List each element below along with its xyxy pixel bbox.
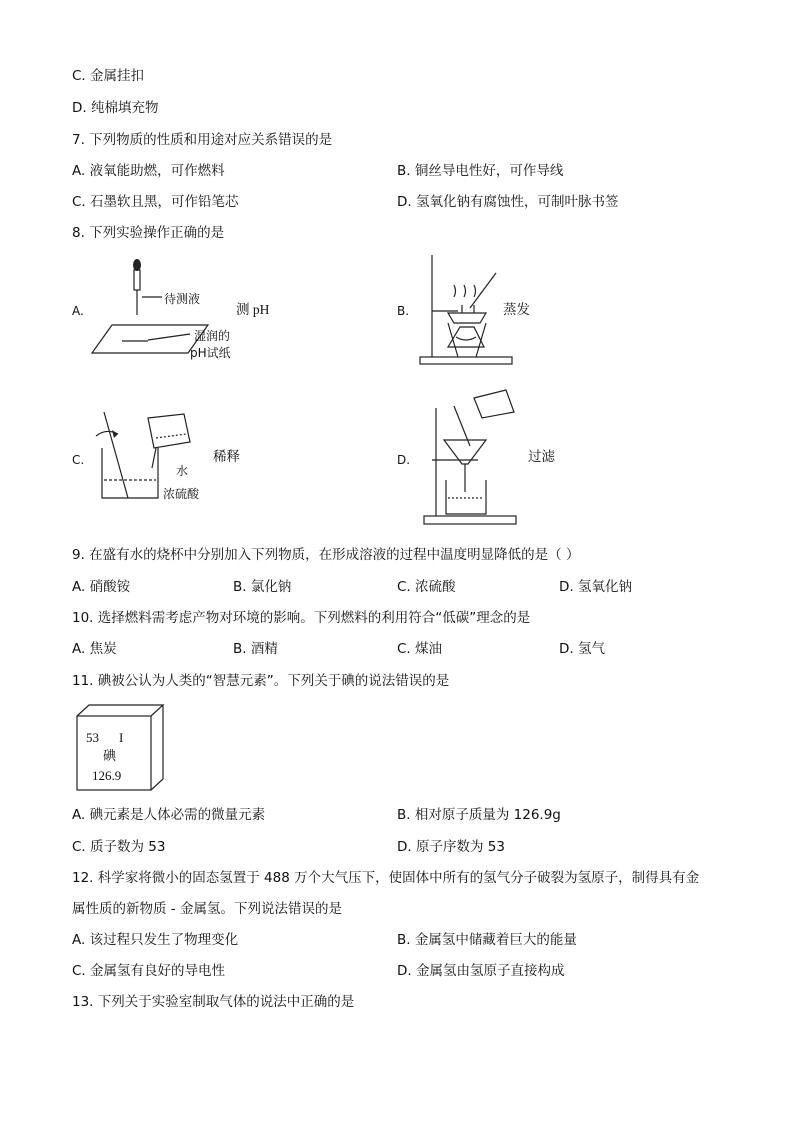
q9-option-c: C. 浓硫酸 [397, 579, 456, 595]
q13-stem: 13. 下列关于实验室制取气体的说法中正确的是 [72, 994, 355, 1010]
element-atomic-mass: 126.9 [92, 768, 122, 783]
q9-option-b: B. 氯化钠 [233, 579, 292, 595]
q8-b-letter: B. [397, 304, 410, 318]
q7-option-d: D. 氢氧化钠有腐蚀性，可制叶脉书签 [397, 194, 619, 210]
q12-option-a: A. 该过程只发生了物理变化 [72, 932, 239, 948]
q10-stem: 10. 选择燃料需考虑产物对环境的影响。下列燃料的利用符合“低碳”理念的是 [72, 610, 531, 626]
q8-d-caption: 过滤 [528, 449, 555, 464]
q11-option-b: B. 相对原子质量为 126.9g [397, 807, 561, 823]
q10-option-d: D. 氢气 [559, 641, 605, 657]
q6-option-c: C. 金属挂扣 [72, 68, 145, 84]
q6-option-d: D. 纯棉填充物 [72, 100, 159, 116]
q9-stem: 9. 在盛有水的烧杯中分别加入下列物质，在形成溶液的过程中温度明显降低的是（ ） [72, 547, 580, 563]
q8-c-label-water: 水 [176, 464, 189, 478]
q8-c-letter: C. [72, 453, 85, 467]
evaporation-diagram [418, 253, 513, 368]
q10-option-a: A. 焦炭 [72, 641, 117, 657]
q7-stem: 7. 下列物质的性质和用途对应关系错误的是 [72, 132, 333, 148]
q8-c-caption: 稀释 [213, 449, 240, 464]
q9-option-a: A. 硝酸铵 [72, 579, 131, 595]
q12-option-b: B. 金属氢中储藏着巨大的能量 [397, 932, 577, 948]
q8-a-label-liquid: 待测液 [164, 292, 201, 306]
q8-a-label-wet: 湿润的 [194, 329, 231, 343]
q8-d-letter: D. [397, 453, 411, 467]
q12-stem-line2: 属性质的新物质 - 金属氢。下列说法错误的是 [72, 901, 342, 917]
q12-option-d: D. 金属氢由氢原子直接构成 [397, 963, 565, 979]
q8-c-label-acid: 浓硫酸 [163, 487, 200, 501]
element-symbol: I [119, 730, 124, 745]
q11-stem: 11. 碘被公认为人类的“智慧元素”。下列关于碘的说法错误的是 [72, 673, 450, 689]
q7-option-b: B. 铜丝导电性好，可作导线 [397, 163, 564, 179]
q8-a-letter: A. [72, 304, 84, 318]
filtration-diagram [420, 388, 525, 528]
q8-stem: 8. 下列实验操作正确的是 [72, 225, 225, 241]
q8-b-caption: 蒸发 [503, 302, 530, 317]
q7-option-c: C. 石墨软且黑，可作铅笔芯 [72, 194, 239, 210]
q11-option-a: A. 碘元素是人体必需的微量元素 [72, 807, 266, 823]
q7-option-a: A. 液氧能助燃，可作燃料 [72, 163, 225, 179]
q12-option-c: C. 金属氢有良好的导电性 [72, 963, 226, 979]
element-name: 碘 [103, 749, 117, 764]
q10-option-c: C. 煤油 [397, 641, 443, 657]
q9-option-d: D. 氢氧化钠 [559, 579, 632, 595]
q12-stem-line1: 12. 科学家将微小的固态氢置于 488 万个大气压下，使固体中所有的氢气分子破裂为氢原子，制得具有金 [72, 870, 700, 886]
q11-option-c: C. 质子数为 53 [72, 839, 166, 855]
q8-a-caption: 测 pH [236, 302, 270, 317]
element-atomic-number: 53 [86, 730, 99, 745]
q11-option-d: D. 原子序数为 53 [397, 839, 505, 855]
q10-option-b: B. 酒精 [233, 641, 278, 657]
q8-a-label-paper: pH试纸 [190, 346, 231, 360]
